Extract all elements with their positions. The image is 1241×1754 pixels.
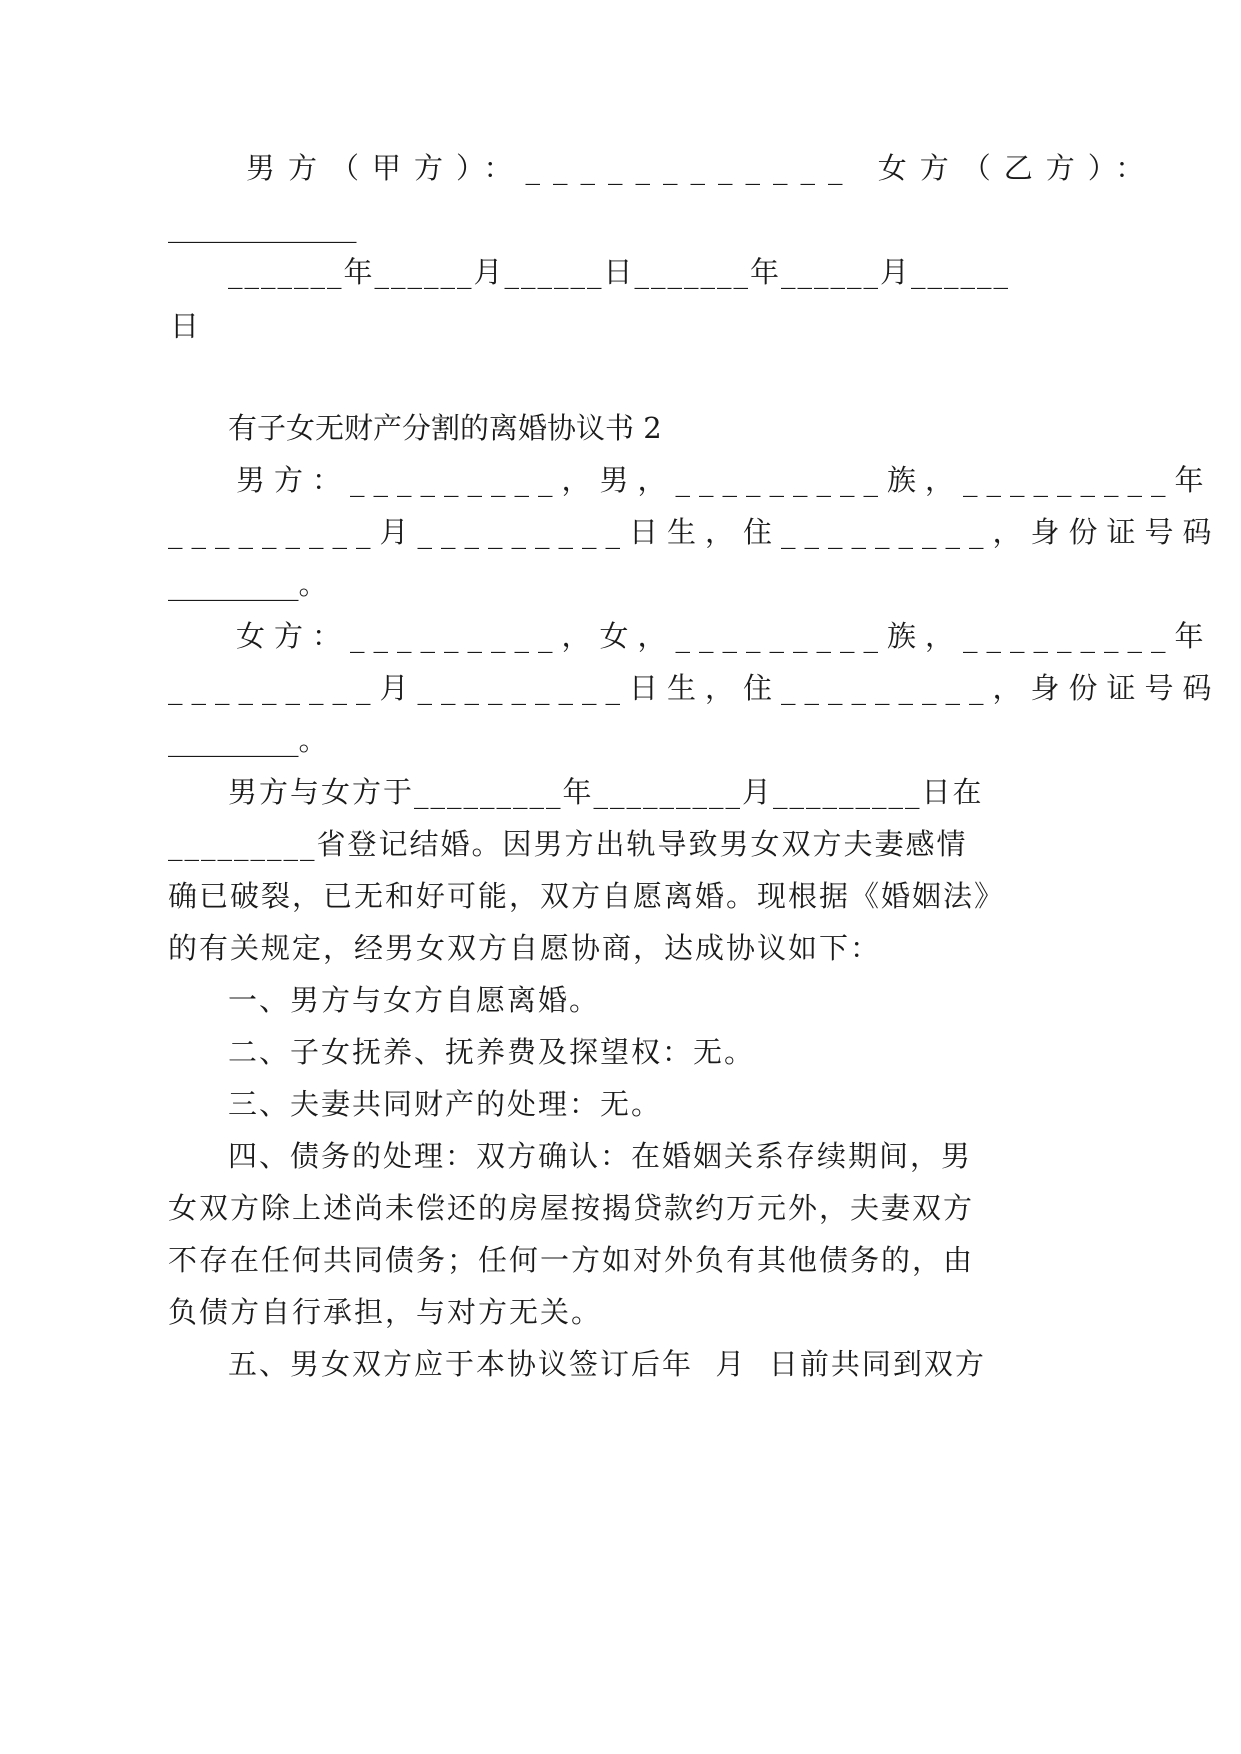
clause-3: 三、夫妻共同财产的处理：无。 xyxy=(228,1087,663,1121)
clause-4-line-1: 四、债务的处理：双方确认：在婚姻关系存续期间，男 xyxy=(228,1139,973,1173)
clause-5-line-1: 五、男女双方应于本协议签订后年 月 日前共同到双方 xyxy=(228,1347,986,1381)
intro-line-1: 男方与女方于_________年_________月_________日在 xyxy=(228,775,984,809)
intro-line-2: _________省登记结婚。因男方出轨导致男女双方夫妻感情 xyxy=(168,827,968,861)
clause-1: 一、男方与女方自愿离婚。 xyxy=(228,983,601,1017)
signature-parties-line: 男方（甲方）：____________ 女方（乙方）： xyxy=(246,151,1158,185)
clause-2: 二、子女抚养、抚养费及探望权：无。 xyxy=(228,1035,756,1069)
signature-date-continuation: 日 xyxy=(170,309,200,343)
female-info-line-1: 女方：_________，女，_________族，_________年 xyxy=(236,619,1213,653)
signature-date-line: _______年______月______日_______年______月______ xyxy=(228,255,1011,289)
male-info-line-1: 男方：_________，男，_________族，_________年 xyxy=(236,463,1213,497)
document-title: 有子女无财产分割的离婚协议书 2 xyxy=(228,411,662,445)
male-info-line-3: _________。 xyxy=(168,567,328,601)
female-info-line-3: _________。 xyxy=(168,723,328,757)
clause-4-line-3: 不存在任何共同债务；任何一方如对外负有其他债务的，由 xyxy=(168,1243,975,1277)
clause-4-line-2: 女双方除上述尚未偿还的房屋按揭贷款约万元外，夫妻双方 xyxy=(168,1191,975,1225)
intro-line-4: 的有关规定，经男女双方自愿协商，达成协议如下： xyxy=(168,931,882,965)
intro-line-3: 确已破裂，已无和好可能，双方自愿离婚。现根据《婚姻法》 xyxy=(168,879,1006,913)
male-info-line-2: _________月_________日生，住_________，身份证号码 xyxy=(168,515,1221,549)
clause-4-line-4: 负债方自行承担，与对方无关。 xyxy=(168,1295,603,1329)
signature-parties-continuation: _____________ xyxy=(168,209,357,243)
female-info-line-2: _________月_________日生，住_________，身份证号码 xyxy=(168,671,1221,705)
